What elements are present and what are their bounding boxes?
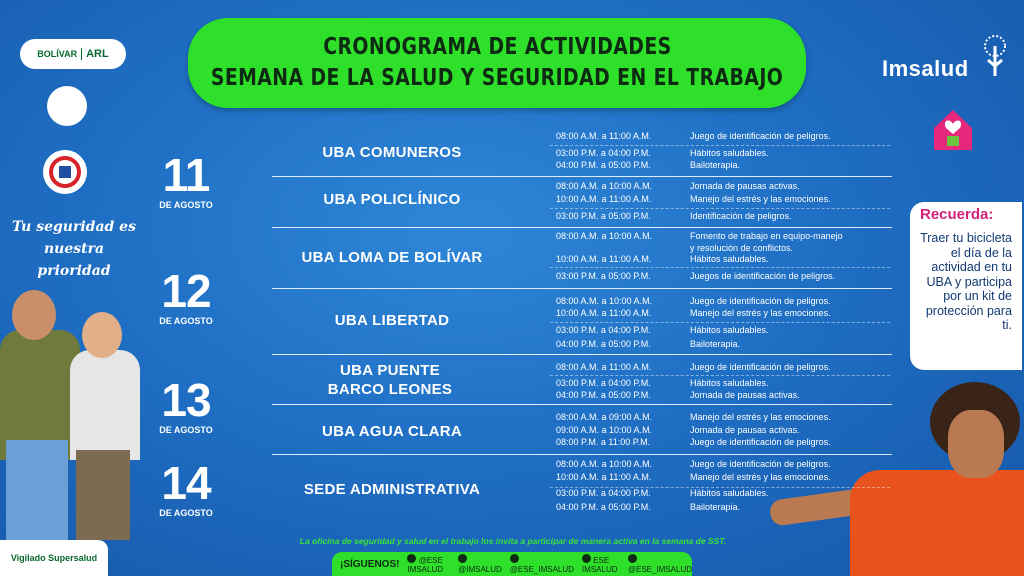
header-subtitle: SEMANA DE LA SALUD Y SEGURIDAD EN EL TRABAJO bbox=[210, 65, 784, 91]
activity-time: 08:00 P.M. a 11:00 P.M. bbox=[556, 437, 651, 447]
facebook-link[interactable] bbox=[582, 554, 620, 574]
activity-time: 08:00 A.M. a 10:00 A.M. bbox=[556, 459, 653, 469]
activity-desc: Jornada de pausas activas. bbox=[690, 390, 800, 400]
activity-desc: Juego de identificación de peligros. bbox=[690, 459, 831, 469]
instagram-icon bbox=[458, 554, 467, 563]
activity-desc: Juego de identificación de peligros. bbox=[690, 131, 831, 141]
activity-desc: Juego de identificación de peligros. bbox=[690, 362, 831, 372]
uba-name: UBA LIBERTAD bbox=[334, 312, 450, 329]
day-month: DE AGOSTO bbox=[159, 508, 213, 518]
row-separator bbox=[272, 227, 892, 228]
social-handle: @ESE IMSALUD bbox=[407, 556, 444, 574]
youtube-icon bbox=[407, 554, 416, 563]
program-logo bbox=[47, 86, 87, 126]
uba-name: SEDE ADMINISTRATIVA bbox=[303, 481, 481, 498]
activity-time: 08:00 A.M. a 10:00 A.M. bbox=[556, 296, 653, 306]
activity-time: 08:00 A.M. a 09:00 A.M. bbox=[556, 412, 653, 422]
slogan: Tu seguridad es nuestra prioridad bbox=[12, 219, 136, 279]
activity-time: 10:00 A.M. a 11:00 A.M. bbox=[556, 308, 652, 318]
row-separator bbox=[272, 288, 892, 289]
activity-time: 08:00 A.M. a 11:00 A.M. bbox=[556, 362, 652, 372]
footer-message: La oficina de seguridad y salud en el trabajo los invita a participar de manera activa en la semana de SST. bbox=[299, 536, 727, 546]
man-legs bbox=[6, 440, 68, 540]
imsalud-brand: Imsalud bbox=[882, 56, 969, 81]
woman-face bbox=[948, 410, 1004, 478]
activity-desc: Bailoterapia. bbox=[690, 160, 741, 170]
activity-time: 04:00 P.M. a 05:00 P.M. bbox=[556, 502, 651, 512]
social-handle: ESE IMSALUD bbox=[581, 556, 618, 574]
activity-desc: Hábitos saludables. bbox=[690, 325, 769, 335]
activity-time: 10:00 A.M. a 11:00 A.M. bbox=[556, 472, 652, 482]
house-heart-icon bbox=[930, 106, 976, 154]
header-title: CRONOGRAMA DE ACTIVIDADES bbox=[322, 34, 672, 60]
facebook-icon bbox=[582, 554, 591, 563]
arl-logo-text: ARL bbox=[81, 48, 109, 60]
activity-time: 03:00 P.M. a 04:00 P.M. bbox=[556, 148, 651, 158]
activity-desc: Juego de identificación de peligros. bbox=[690, 437, 831, 447]
row-separator bbox=[272, 354, 892, 355]
woman-legs bbox=[76, 450, 130, 540]
day-block bbox=[141, 265, 231, 326]
dotted-separator bbox=[550, 145, 890, 146]
social-bar bbox=[332, 552, 692, 576]
day-block bbox=[141, 149, 231, 210]
activity-desc: Bailoterapia. bbox=[690, 339, 741, 349]
activity-time: 04:00 P.M. a 05:00 P.M. bbox=[556, 339, 651, 349]
activity-desc: Jornada de pausas activas. bbox=[690, 425, 800, 435]
social-handle: @IMSALUD bbox=[458, 565, 502, 574]
reminder-card bbox=[910, 202, 1022, 370]
day-month: DE AGOSTO bbox=[159, 425, 213, 435]
activity-time: 03:00 P.M. a 04:00 P.M. bbox=[556, 378, 651, 388]
activity-time: 03:00 P.M. a 05:00 P.M. bbox=[556, 211, 651, 221]
tree-icon bbox=[980, 34, 1010, 78]
activity-desc: Hábitos saludables. bbox=[690, 378, 769, 388]
twitter-link[interactable] bbox=[510, 554, 574, 574]
day-number: 14 bbox=[161, 457, 211, 509]
day-number: 11 bbox=[162, 149, 210, 201]
woman-figure bbox=[70, 350, 140, 460]
activity-desc: Bailoterapia. bbox=[690, 502, 741, 512]
day-number: 13 bbox=[161, 374, 211, 426]
activity-desc: Jornada de pausas activas. bbox=[690, 181, 800, 191]
activity-desc: Manejo del estrés y las emociones. bbox=[690, 472, 831, 482]
dotted-separator bbox=[550, 267, 890, 268]
day-month: DE AGOSTO bbox=[159, 200, 213, 210]
activity-time: 04:00 P.M. a 05:00 P.M. bbox=[556, 390, 651, 400]
activity-desc: Manejo del estrés y las emociones. bbox=[690, 412, 831, 422]
social-handle: @ESE_IMSALUD bbox=[627, 565, 692, 574]
day-number: 12 bbox=[161, 265, 211, 317]
supersalud-badge: Vigilado Supersalud bbox=[0, 540, 108, 576]
uba-name: UBA LOMA DE BOLÍVAR bbox=[301, 249, 483, 266]
row-separator bbox=[272, 404, 892, 405]
youtube-link[interactable] bbox=[407, 554, 450, 574]
day-block bbox=[141, 457, 231, 518]
uba-name: UBA AGUA CLARA bbox=[321, 423, 463, 440]
uba-name: UBA COMUNEROS bbox=[322, 144, 462, 161]
activity-time: 09:00 A.M. a 10:00 A.M. bbox=[556, 425, 653, 435]
follow-label: ¡SÍGUENOS! bbox=[340, 558, 400, 570]
twitter-icon bbox=[510, 554, 519, 563]
activity-desc: Identificación de peligros. bbox=[690, 211, 792, 221]
activity-time: 10:00 A.M. a 11:00 A.M. bbox=[556, 254, 652, 264]
instagram-link[interactable] bbox=[458, 554, 502, 574]
row-separator bbox=[272, 176, 892, 177]
activity-time: 08:00 A.M. a 10:00 A.M. bbox=[556, 181, 653, 191]
activity-time: 08:00 A.M. a 11:00 A.M. bbox=[556, 131, 652, 141]
activity-time: 04:00 P.M. a 05:00 P.M. bbox=[556, 160, 651, 170]
activity-desc: Manejo del estrés y las emociones. bbox=[690, 308, 831, 318]
reminder-title: Recuerda: bbox=[920, 206, 994, 223]
social-handle: @ESE_IMSALUD bbox=[509, 565, 574, 574]
header-banner bbox=[188, 18, 806, 108]
dotted-separator bbox=[550, 322, 890, 323]
row-separator bbox=[272, 454, 892, 455]
activity-desc: Hábitos saludables. bbox=[690, 254, 769, 264]
tiktok-link[interactable] bbox=[628, 554, 692, 574]
activity-time: 03:00 P.M. a 04:00 P.M. bbox=[556, 488, 651, 498]
tiktok-icon bbox=[628, 554, 637, 563]
uba-name: UBA POLICLÍNICO bbox=[323, 191, 461, 208]
day-block bbox=[141, 374, 231, 435]
dotted-separator bbox=[550, 208, 890, 209]
activity-desc: Juegos de identificación de peligros. bbox=[690, 271, 836, 281]
reminder-text: Traer tu bicicleta el día de la actividad en tu UBA y participa por un kit de protección para ti. bbox=[920, 231, 1012, 332]
dotted-separator bbox=[550, 375, 890, 376]
activity-desc: Fomento de trabajo en equipo-manejo bbox=[690, 231, 843, 241]
woman-head bbox=[82, 312, 122, 358]
activity-time: 08:00 A.M. a 10:00 A.M. bbox=[556, 231, 653, 241]
activity-desc: Juego de identificación de peligros. bbox=[690, 296, 831, 306]
day-month: DE AGOSTO bbox=[159, 316, 213, 326]
man-head bbox=[12, 290, 56, 340]
activity-desc: y resolución de conflictos. bbox=[690, 243, 794, 253]
committee-logo bbox=[43, 150, 87, 194]
seguros-bolivar-logo bbox=[20, 39, 126, 69]
uba-name: UBA PUENTE BARCO LEONES bbox=[327, 362, 453, 398]
puzzle-icon bbox=[43, 150, 87, 194]
activity-time: 03:00 P.M. a 04:00 P.M. bbox=[556, 325, 651, 335]
activity-desc: Hábitos saludables. bbox=[690, 148, 769, 158]
bolivar-logo-text: BOLÍVAR bbox=[37, 49, 78, 59]
activity-desc: Manejo del estrés y las emociones. bbox=[690, 194, 831, 204]
activity-desc: Hábitos saludables. bbox=[690, 488, 769, 498]
stretching-woman bbox=[850, 470, 1024, 576]
activity-time: 03:00 P.M. a 05:00 P.M. bbox=[556, 271, 651, 281]
activity-time: 10:00 A.M. a 11:00 A.M. bbox=[556, 194, 652, 204]
